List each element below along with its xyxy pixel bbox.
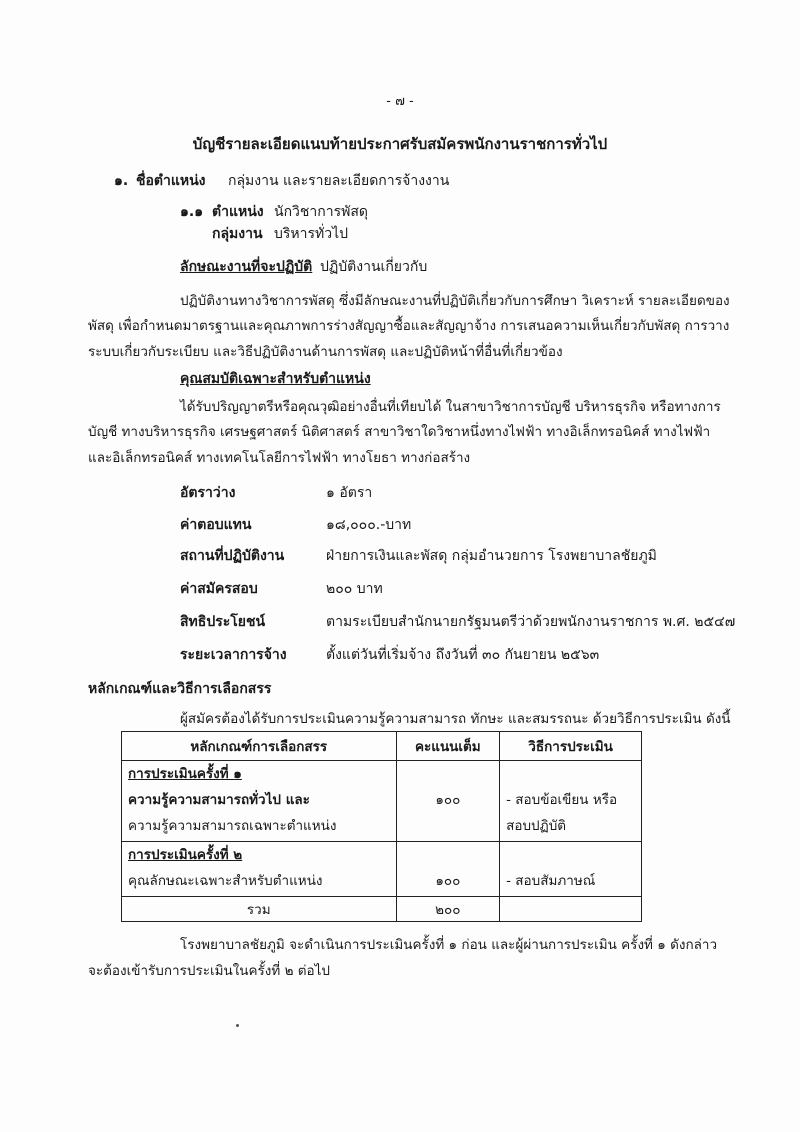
round-2-score: ๑๐๐	[435, 873, 461, 889]
scan-speck	[236, 1024, 239, 1027]
closing-line: จะต้องเข้ารับการประเมินในครั้งที่ ๒ ต่อไป	[88, 963, 330, 979]
round-2-criteria: คุณลักษณะเฉพาะสำหรับตำแหน่ง	[128, 873, 323, 889]
method-column-header: วิธีการประเมิน	[500, 732, 642, 761]
position-label: ตำแหน่ง	[212, 204, 264, 220]
total-label: รวม	[122, 897, 397, 922]
round-1-criteria-cell	[122, 761, 397, 842]
subsection-number: ๑.๑	[180, 204, 204, 220]
round-1-method-cell	[500, 761, 642, 842]
round-2-criteria-cell	[122, 842, 397, 897]
salary-label: ค่าตอบแทน	[180, 517, 252, 533]
section-heading: ชื่อตำแหน่ง	[136, 173, 206, 189]
round-1-title: การประเมินครั้งที่ ๑	[128, 766, 242, 782]
qualifications-line: และอิเล็กทรอนิคส์ ทางเทคโนโลยีการไฟฟ้า ทางโยธา ทางก่อสร้าง	[88, 450, 471, 466]
table-row-round-2	[122, 842, 642, 897]
duties-line: พัสดุ เพื่อกำหนดมาตรฐานและคุณภาพการร่างสัญญาซื้อและสัญญาจ้าง การเสนอความเห็นเกี่ยวกับพัสดุ การวาง	[88, 318, 730, 334]
full-score-column-header: คะแนนเต็ม	[396, 732, 500, 761]
vacancy-value: ๑ อัตรา	[326, 485, 373, 501]
duties-line: ปฏิบัติงานทางวิชาการพัสดุ ซึ่งมีลักษณะงานที่ปฏิบัติเกี่ยวกับการศึกษา วิเคราะห์ รายละเอียดของ	[180, 293, 730, 309]
round-2-method: - สอบสัมภาษณ์	[506, 873, 596, 889]
document-title: บัญชีรายละเอียดแนบท้ายประกาศรับสมัครพนักงานราชการทั่วไป	[192, 135, 608, 153]
criteria-column-header: หลักเกณฑ์การเลือกสรร	[122, 732, 397, 761]
group-label: กลุ่มงาน	[212, 226, 263, 242]
page-number: - ๗ -	[386, 94, 414, 109]
employment-period-value: ตั้งแต่วันที่เริ่มจ้าง ถึงวันที่ ๓๐ กันยายน ๒๕๖๓	[326, 647, 600, 663]
application-fee-value: ๒๐๐ บาท	[326, 581, 383, 597]
table-row-round-1	[122, 761, 642, 842]
duties-value: ปฏิบัติงานเกี่ยวกับ	[320, 259, 428, 275]
round-1-method-line1: - สอบข้อเขียน หรือ	[506, 792, 618, 808]
total-score: ๒๐๐	[396, 897, 500, 922]
qualifications-label: คุณสมบัติเฉพาะสำหรับตำแหน่ง	[180, 371, 371, 387]
round-1-score: ๑๐๐	[435, 792, 461, 808]
section-number: ๑.	[114, 173, 129, 189]
table-total-row	[122, 897, 642, 922]
round-2-title: การประเมินครั้งที่ ๒	[128, 847, 243, 863]
position-value: นักวิชาการพัสดุ	[274, 204, 368, 220]
duties-label: ลักษณะงานที่จะปฏิบัติ	[180, 259, 313, 275]
benefits-value: ตามระเบียบสำนักนายกรัฐมนตรีว่าด้วยพนักงานราชการ พ.ศ. ๒๕๔๗	[326, 614, 736, 630]
total-method-cell	[500, 897, 642, 922]
round-2-score-cell	[396, 842, 500, 897]
benefits-label: สิทธิประโยชน์	[180, 614, 266, 630]
vacancy-label: อัตราว่าง	[180, 485, 236, 501]
qualifications-line: ได้รับปริญญาตรีหรือคุณวุฒิอย่างอื่นที่เทียบได้ ในสาขาวิชาการบัญชี บริหารธุรกิจ หรือทางการ	[180, 399, 721, 415]
section-heading-rest: กลุ่มงาน และรายละเอียดการจ้างงาน	[228, 173, 450, 189]
selection-heading: หลักเกณฑ์และวิธีการเลือกสรร	[88, 681, 272, 697]
table-header-row	[122, 732, 642, 761]
duties-line: ระบบเกี่ยวกับระเบียบ และวิธีปฏิบัติงานด้านการพัสดุ และปฏิบัติหน้าที่อื่นที่เกี่ยวข้อง	[88, 344, 563, 360]
selection-criteria-table	[121, 731, 642, 922]
round-1-score-cell	[396, 761, 500, 842]
closing-line: โรงพยาบาลชัยภูมิ จะดำเนินการประเมินครั้งที่ ๑ ก่อน และผู้ผ่านการประเมิน ครั้งที่ ๑ ดังกล่าว	[180, 937, 718, 953]
selection-intro: ผู้สมัครต้องได้รับการประเมินความรู้ความสามารถ ทักษะ และสมรรถนะ ด้วยวิธีการประเมิน ดังนี้	[180, 711, 731, 727]
round-1-general-knowledge: ความรู้ความสามารถทั่วไป และ	[128, 792, 310, 808]
round-1-specific-knowledge: ความรู้ความสามารถเฉพาะตำแหน่ง	[128, 818, 337, 834]
qualifications-line: บัญชี ทางบริหารธุรกิจ เศรษฐศาสตร์ นิติศาสตร์ สาขาวิชาใดวิชาหนึ่งทางไฟฟ้า ทางอิเล็กทรอนิคส์ ทางไฟฟ้า	[88, 424, 711, 440]
workplace-value: ฝ่ายการเงินและพัสดุ กลุ่มอำนวยการ โรงพยาบาลชัยภูมิ	[326, 548, 657, 564]
application-fee-label: ค่าสมัครสอบ	[180, 581, 258, 597]
employment-period-label: ระยะเวลาการจ้าง	[180, 647, 287, 663]
group-value: บริหารทั่วไป	[274, 226, 349, 242]
round-2-method-cell	[500, 842, 642, 897]
workplace-label: สถานที่ปฏิบัติงาน	[180, 548, 285, 564]
salary-value: ๑๘,๐๐๐.-บาท	[326, 517, 412, 533]
round-1-method-line2: สอบปฏิบัติ	[506, 818, 567, 834]
